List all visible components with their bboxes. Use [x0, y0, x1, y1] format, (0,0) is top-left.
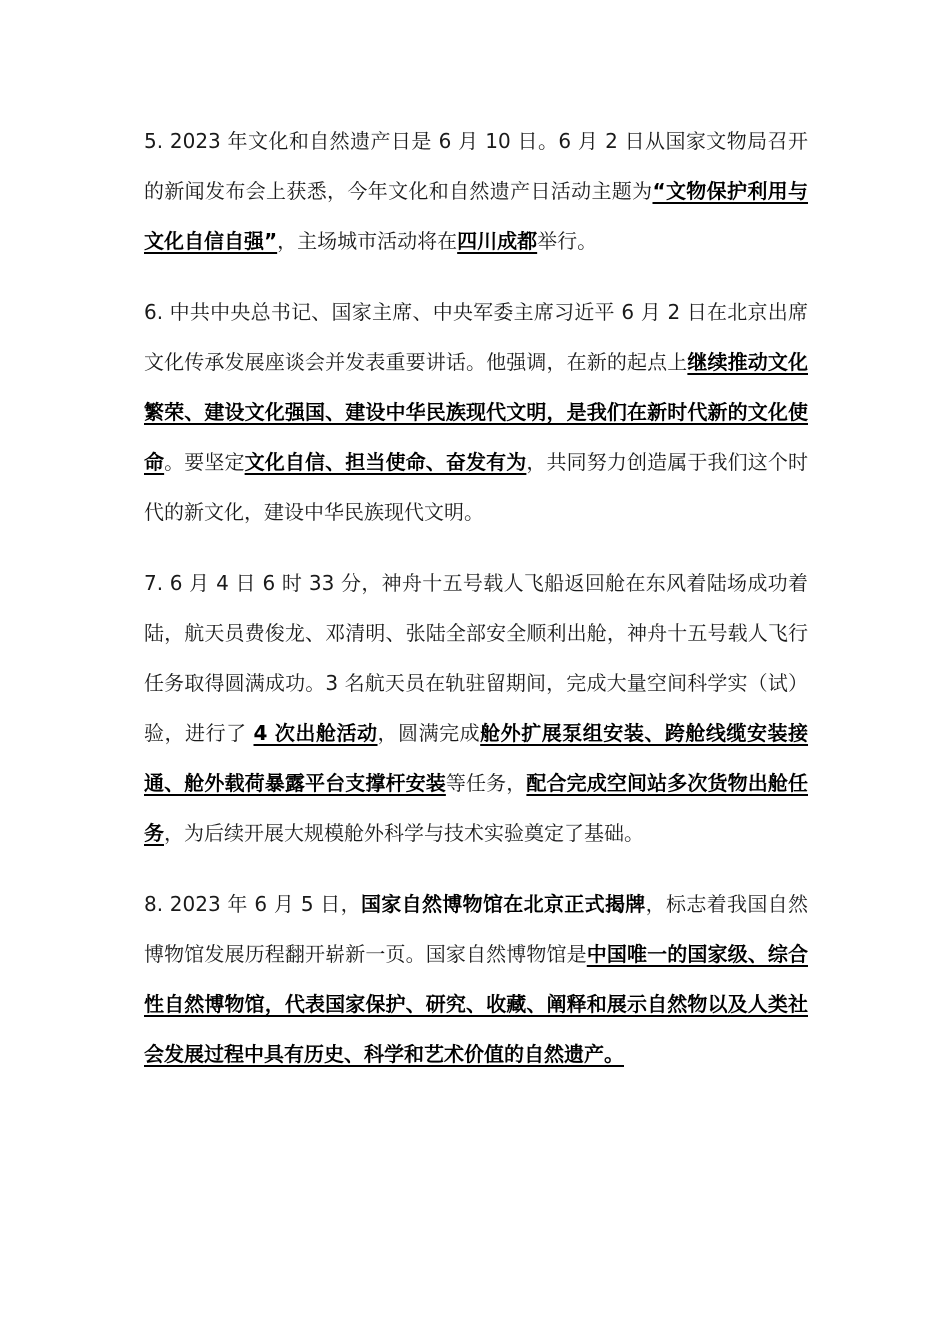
- highlighted-text: 舱外扩展泵组安装、跨舱线缆安装接通、舱外载荷暴露平台支撑杆安装: [144, 721, 809, 795]
- news-item-paragraph: [144, 558, 808, 858]
- paragraph-text: ，圆满完成: [377, 721, 481, 745]
- paragraph-text: 6. 中共中央总书记、国家主席、中央军委主席习近平 6 月 2 日在北京出席文化传承发展座谈会并发表重要讲话。他强调，在新的起点上: [144, 300, 808, 374]
- paragraph-text: 举行。: [537, 229, 598, 253]
- paragraph-text: 等任务，: [445, 771, 527, 795]
- highlighted-text: 国家自然博物馆在北京正式揭牌: [360, 892, 646, 916]
- paragraph-text: 。要坚定: [164, 450, 245, 474]
- paragraph-text: 5. 2023 年文化和自然遗产日是 6 月 10 日。6 月 2 日从国家文物局召开的新闻发布会上获悉，今年文化和自然遗产日活动主题为: [144, 129, 808, 203]
- news-item-paragraph: [144, 879, 808, 1079]
- highlighted-text: 配合完成空间站多次货物出舱任务: [144, 771, 808, 845]
- highlighted-text: “文物保护利用与文化自信自强”: [144, 179, 809, 253]
- highlighted-text: 4 次出舱活动: [253, 721, 378, 745]
- document-body: [144, 116, 808, 1100]
- highlighted-text: 四川成都: [457, 229, 538, 253]
- news-item-paragraph: [144, 116, 808, 266]
- paragraph-text: ，标志着我国自然博物馆发展历程翻开崭新一页。国家自然博物馆是: [144, 892, 809, 966]
- highlighted-text: 继续推动文化繁荣、建设文化强国、建设中华民族现代文明，是我们在新时代新的文化使命: [144, 350, 808, 474]
- paragraph-text: ，主场城市活动将在: [277, 229, 458, 253]
- highlighted-text: 中国唯一的国家级、综合性自然博物馆，代表国家保护、研究、收藏、阐释和展示自然物以及人类社会发展过程中具有历史、科学和艺术价值的自然遗产。: [144, 942, 808, 1066]
- news-item-paragraph: [144, 287, 808, 537]
- highlighted-text: 文化自信、担当使命、奋发有为: [244, 450, 527, 474]
- paragraph-text: 7. 6 月 4 日 6 时 33 分，神舟十五号载人飞船返回舱在东风着陆场成功着陆，航天员费俊龙、邓清明、张陆全部安全顺利出舱，神舟十五号载人飞行任务取得圆满成功。3 名航天员在轨驻留期间，完成大量空间科学实（试）验，进行了: [144, 571, 808, 745]
- paragraph-text: ，共同努力创造属于我们这个时代的新文化，建设中华民族现代文明。: [144, 450, 808, 524]
- paragraph-text: ，为后续开展大规模舱外科学与技术实验奠定了基础。: [164, 821, 644, 845]
- paragraph-text: 8. 2023 年 6 月 5 日，: [144, 892, 361, 916]
